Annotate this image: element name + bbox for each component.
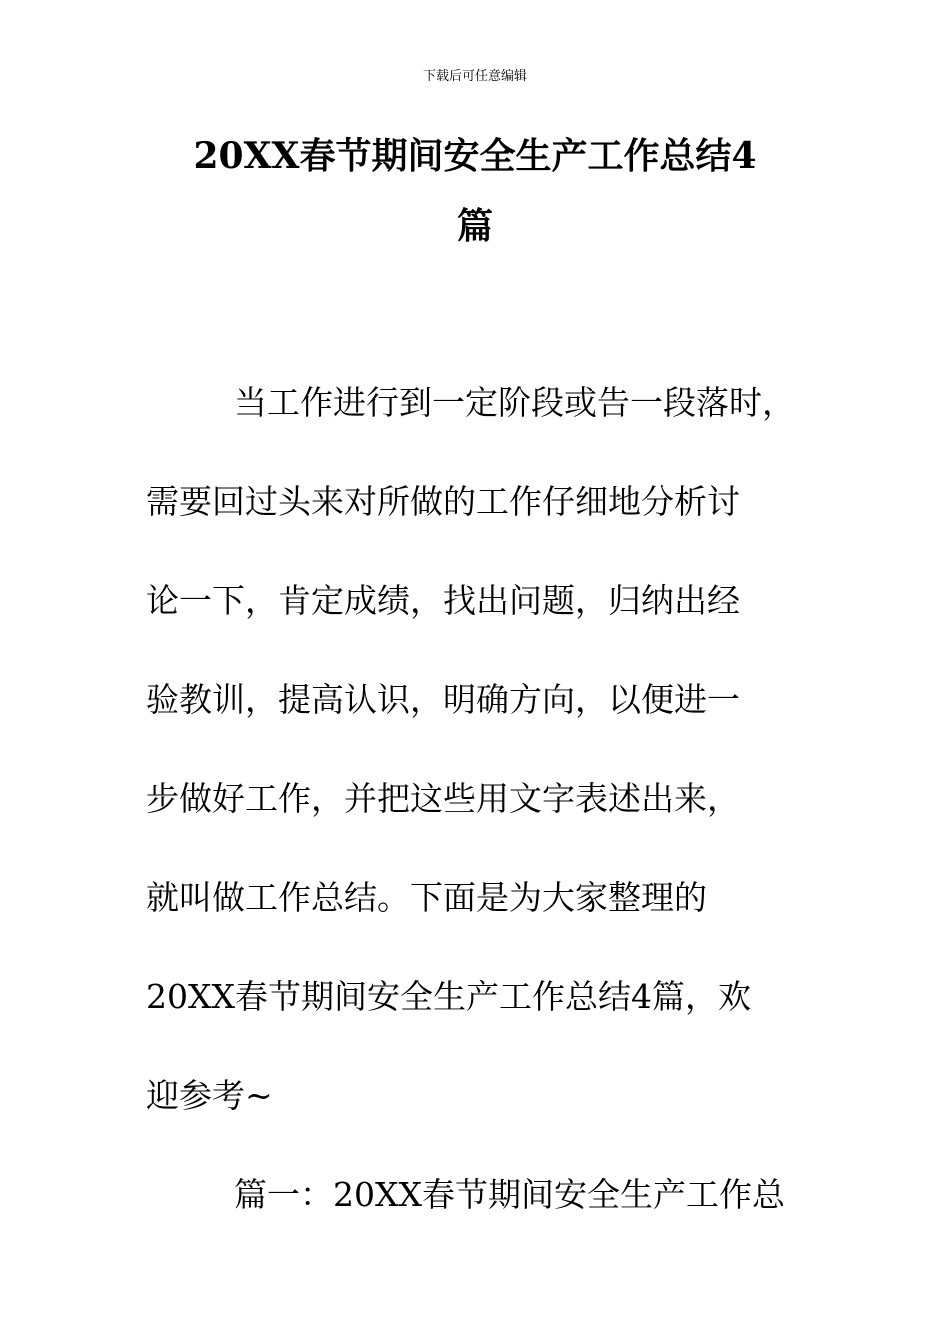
body-line-3: 论一下，肯定成绩，找出问题，归纳出经 xyxy=(146,581,740,620)
body-line-6: 就叫做工作总结。下面是为大家整理的 xyxy=(146,878,707,917)
body-line-8: 迎参考~ xyxy=(146,1076,273,1115)
document-title-line-2: 篇 xyxy=(456,205,493,247)
header-note: 下载后可任意编辑 xyxy=(422,69,527,84)
section-heading-1: 篇一：20XX春节期间安全生产工作总 xyxy=(234,1175,785,1214)
document-title-line-1: 20XX春节期间安全生产工作总结4 xyxy=(193,135,757,177)
body-line-7: 20XX春节期间安全生产工作总结4篇，欢 xyxy=(146,977,751,1016)
body-line-5: 步做好工作，并把这些用文字表述出来， xyxy=(146,779,740,818)
body-line-1: 当工作进行到一定阶段或告一段落时， xyxy=(234,383,795,422)
body-line-4: 验教训，提高认识，明确方向，以便进一 xyxy=(146,680,740,719)
body-line-2: 需要回过头来对所做的工作仔细地分析讨 xyxy=(146,482,740,521)
